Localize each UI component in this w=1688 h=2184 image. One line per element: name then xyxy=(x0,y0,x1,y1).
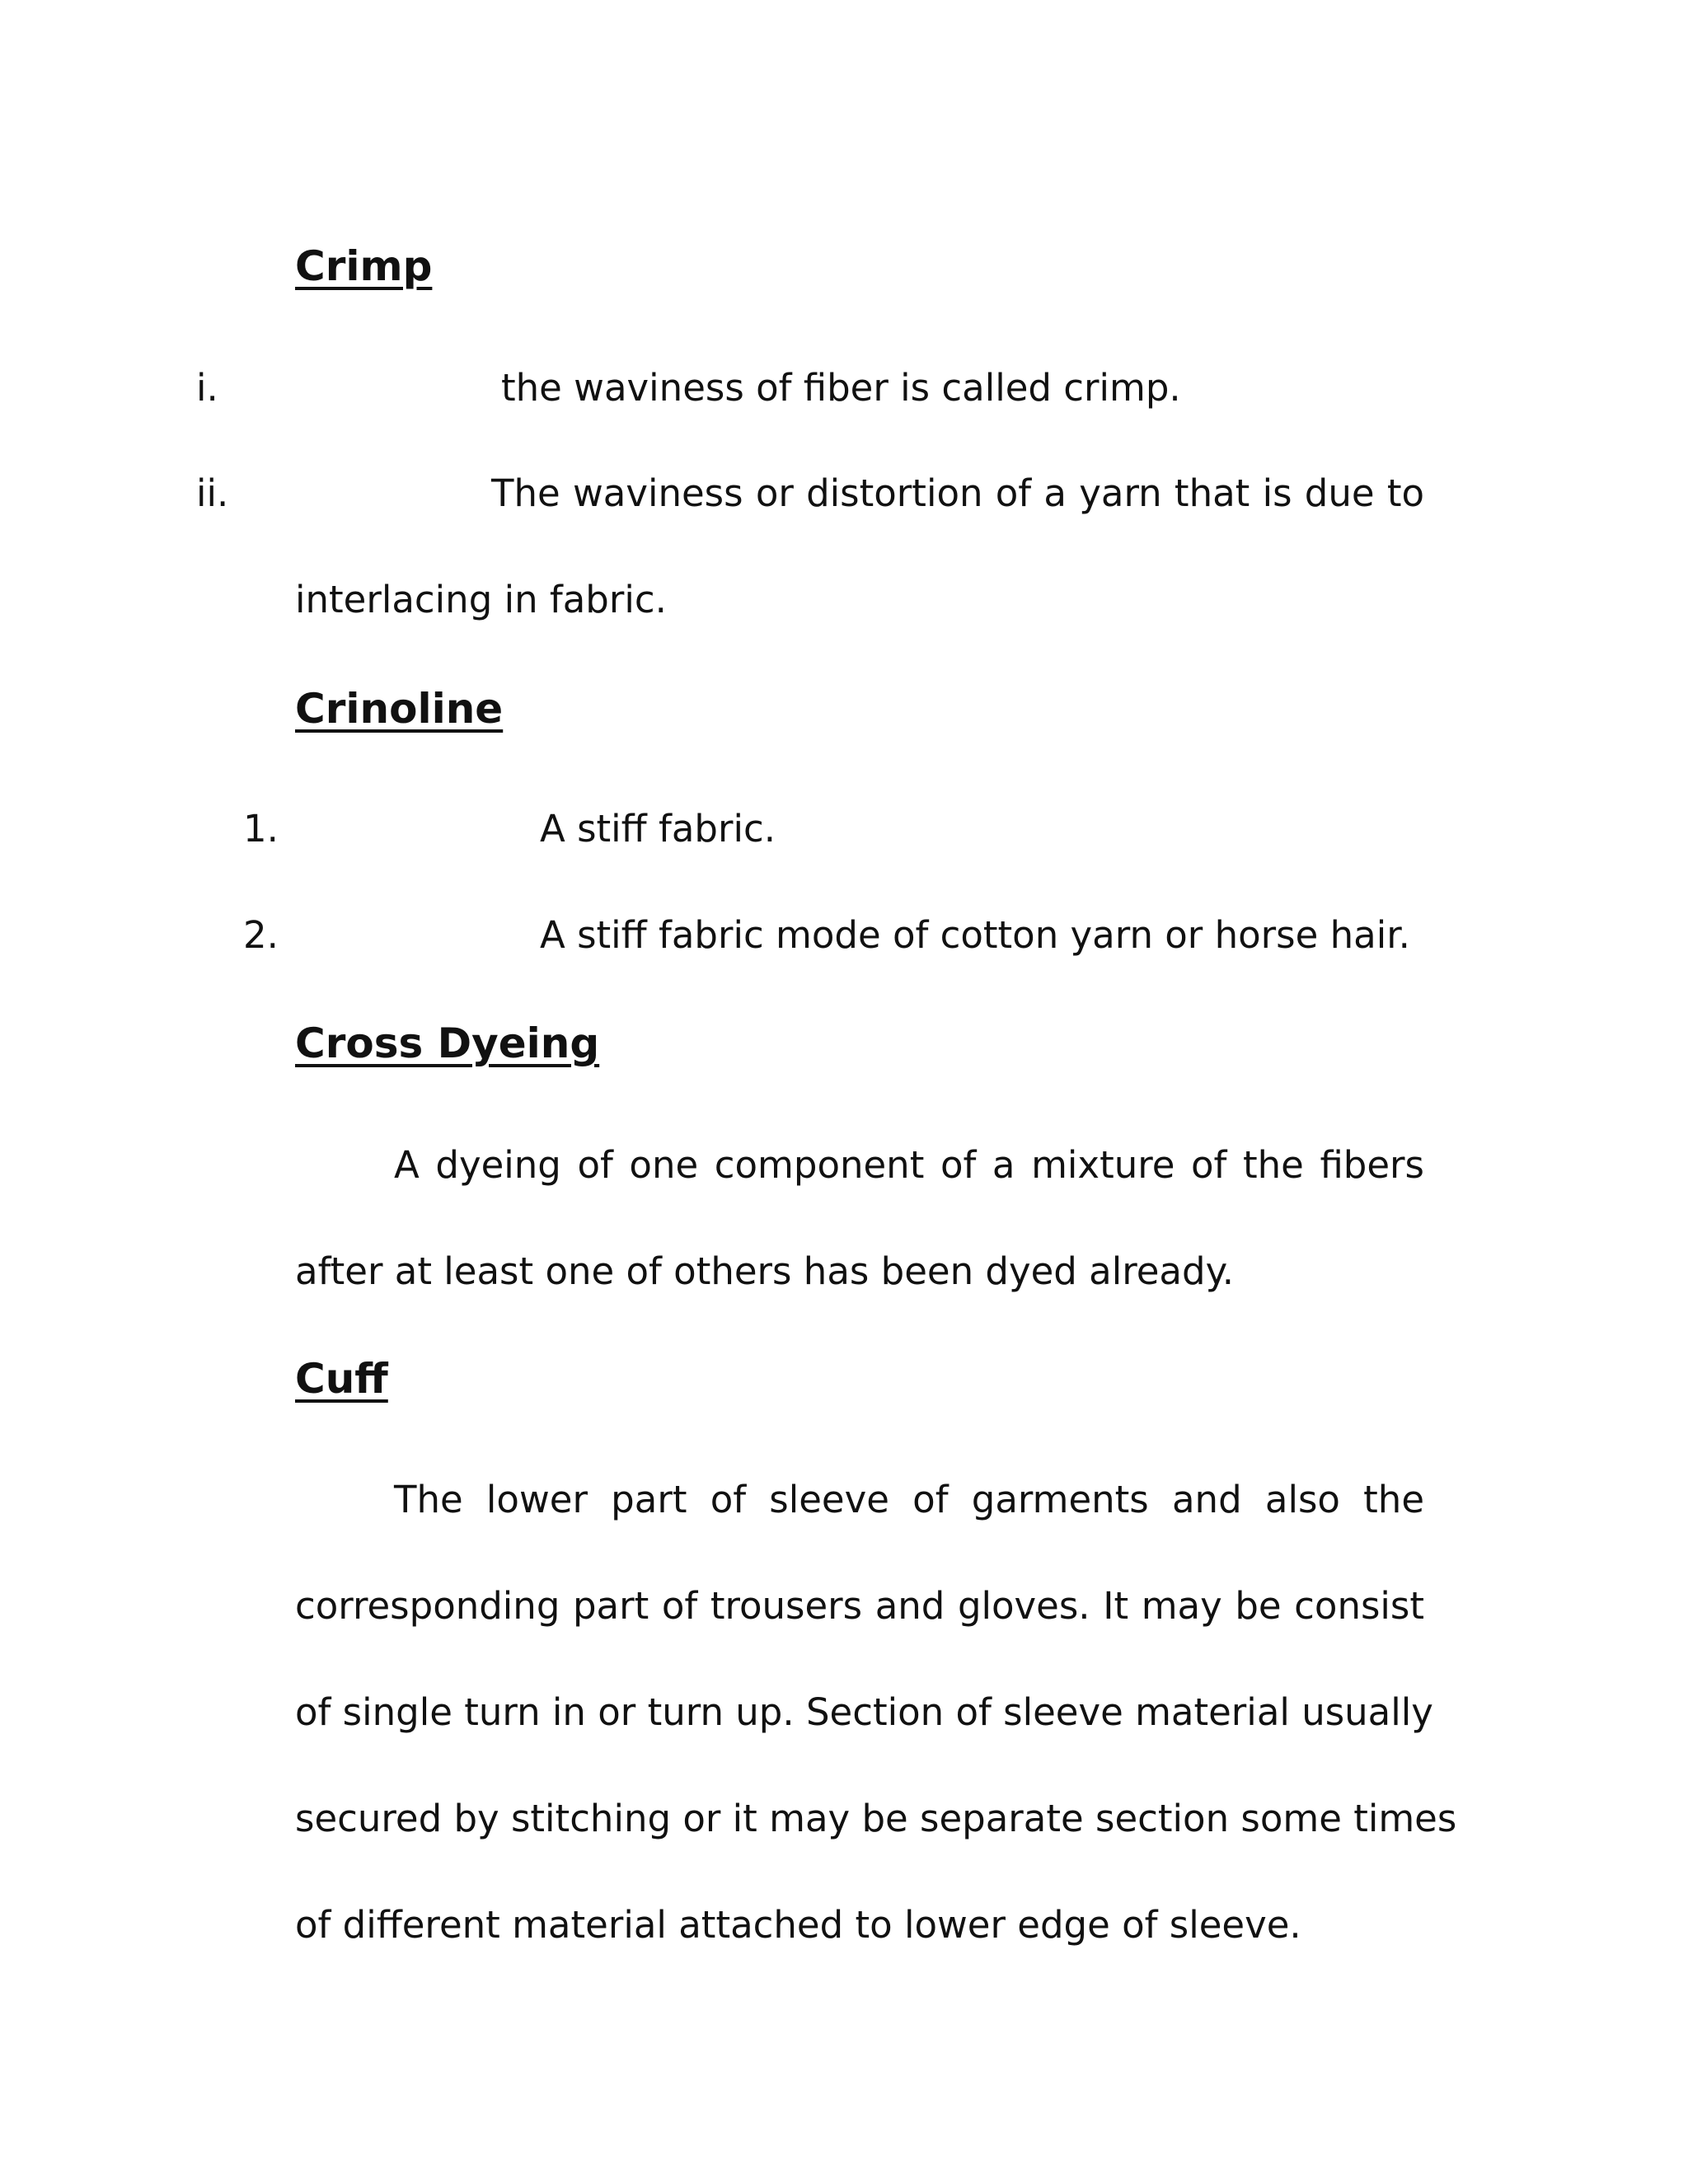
crinoline-item-2-text: A stiff fabric mode of cotton yarn or horse hair. xyxy=(540,913,1410,957)
cross-dyeing-line-1: A dyeing of one component of a mixture of the fibers xyxy=(394,1143,1424,1187)
crimp-item-2-text: The waviness or distortion of a yarn that is due to xyxy=(491,471,1424,515)
heading-crimp: Crimp xyxy=(295,242,433,290)
cuff-line-3: of single turn in or turn up. Section of sleeve material usually xyxy=(295,1690,1433,1734)
heading-cross-dyeing: Cross Dyeing xyxy=(295,1019,600,1067)
crimp-item-2-continuation: interlacing in fabric. xyxy=(295,578,667,621)
cuff-line-1: The lower part of sleeve of garments and also the xyxy=(394,1478,1424,1521)
list-marker-2: 2. xyxy=(243,913,279,957)
cuff-line-4: secured by stitching or it may be separate section some times xyxy=(295,1797,1457,1840)
cuff-line-2: corresponding part of trousers and gloves. It may be consist xyxy=(295,1584,1424,1628)
heading-crinoline: Crinoline xyxy=(295,685,504,733)
crimp-item-1-text: the waviness of fiber is called crimp. xyxy=(501,366,1181,410)
cuff-line-5: of different material attached to lower edge of sleeve. xyxy=(295,1903,1301,1947)
list-marker-i: i. xyxy=(196,366,218,410)
list-marker-ii: ii. xyxy=(196,471,229,515)
list-marker-1: 1. xyxy=(243,807,279,851)
crinoline-item-1-text: A stiff fabric. xyxy=(540,807,776,851)
heading-cuff: Cuff xyxy=(295,1355,388,1403)
cross-dyeing-line-2: after at least one of others has been dyed already. xyxy=(295,1249,1235,1293)
